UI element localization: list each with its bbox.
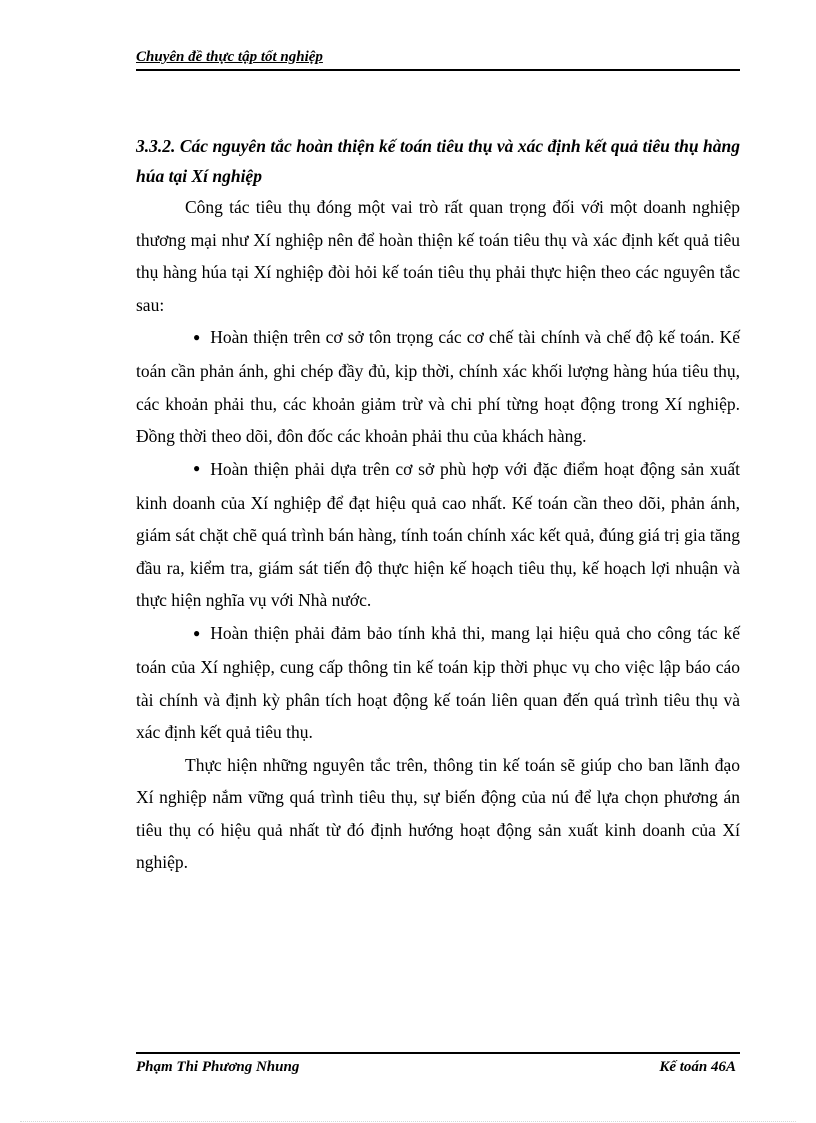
bullet-dot-icon: ●	[193, 461, 201, 476]
header-title: Chuyên đề thực tập tốt nghiệp	[136, 49, 323, 65]
bullet-item-1	[136, 321, 740, 453]
intro-paragraph: Công tác tiêu thụ đóng một vai trò rất quan trọng đối với một doanh nghiệp thương mại như Xí nghiệp nên để hoàn thiện kế toán tiêu thụ và xác định kết quả tiêu thụ hàng húa tại Xí nghiệp đòi hỏi kế toán tiêu thụ phải thực hiện theo các nguyên tắc sau:	[136, 197, 740, 315]
conclusion-paragraph: Thực hiện những nguyên tắc trên, thông tin kế toán sẽ giúp cho ban lãnh đạo Xí nghiệp nắm vững quá trình tiêu thụ, sự biến động của nú để lựa chọn phương án tiêu thụ có hiệu quả nhất từ đó định hướng hoạt động sản xuất kinh doanh của Xí nghiệp.	[136, 754, 740, 873]
bullet-item-text: Hoàn thiện phải đảm bảo tính khả thi, mang lại hiệu quả cho công tác kế toán của Xí nghiệp, cung cấp thông tin kế toán kịp thời phục vụ cho việc lập báo cáo tài chính và định kỳ phân tích hoạt động kế toán liên quan đến quá trình tiêu thụ và xác định kết quả tiêu thụ.	[136, 622, 740, 743]
page-footer	[136, 1052, 740, 1080]
bullet-dot-icon: ●	[193, 625, 201, 640]
bullet-item-3	[136, 617, 740, 749]
bullet-dot-icon: ●	[193, 329, 201, 344]
bullet-item-text: Hoàn thiện phải dựa trên cơ sở phù hợp với đặc điểm hoạt động sản xuất kinh doanh của Xí nghiệp để đạt hiệu quả cao nhất. Kế toán cần theo dõi, phản ánh, giám sát chặt chẽ quá trình bán hàng, tính toán chính xác kết quả, đúng giá trị gia tăng đầu ra, kiểm tra, giám sát tiến độ thực hiện kế hoạch tiêu thụ, kế hoạch lợi nhuận và thực hiện nghĩa vụ với Nhà nước.	[136, 458, 740, 611]
page-edge-divider	[20, 1121, 796, 1122]
bullet-item-2	[136, 453, 740, 617]
footer-class: Kế toán 46A	[659, 1059, 736, 1075]
section-heading: 3.3.2. Các nguyên tắc hoàn thiện kế toán tiêu thụ và xác định kết quả tiêu thụ hàng húa tại Xí nghiệp	[136, 136, 740, 186]
document-body	[136, 131, 740, 879]
page-header	[136, 47, 740, 71]
footer-author: Phạm Thi Phương Nhung	[136, 1059, 300, 1075]
bullet-item-text: Hoàn thiện trên cơ sở tôn trọng các cơ chế tài chính và chế độ kế toán. Kế toán cần phản ánh, ghi chép đầy đủ, kịp thời, chính xác khối lượng hàng húa tiêu thụ, các khoản phải thu, các khoản giảm trừ và chi phí từng hoạt động trong Xí nghiệp. Đồng thời theo dõi, đôn đốc các khoản phải thu của khách hàng.	[136, 327, 740, 447]
